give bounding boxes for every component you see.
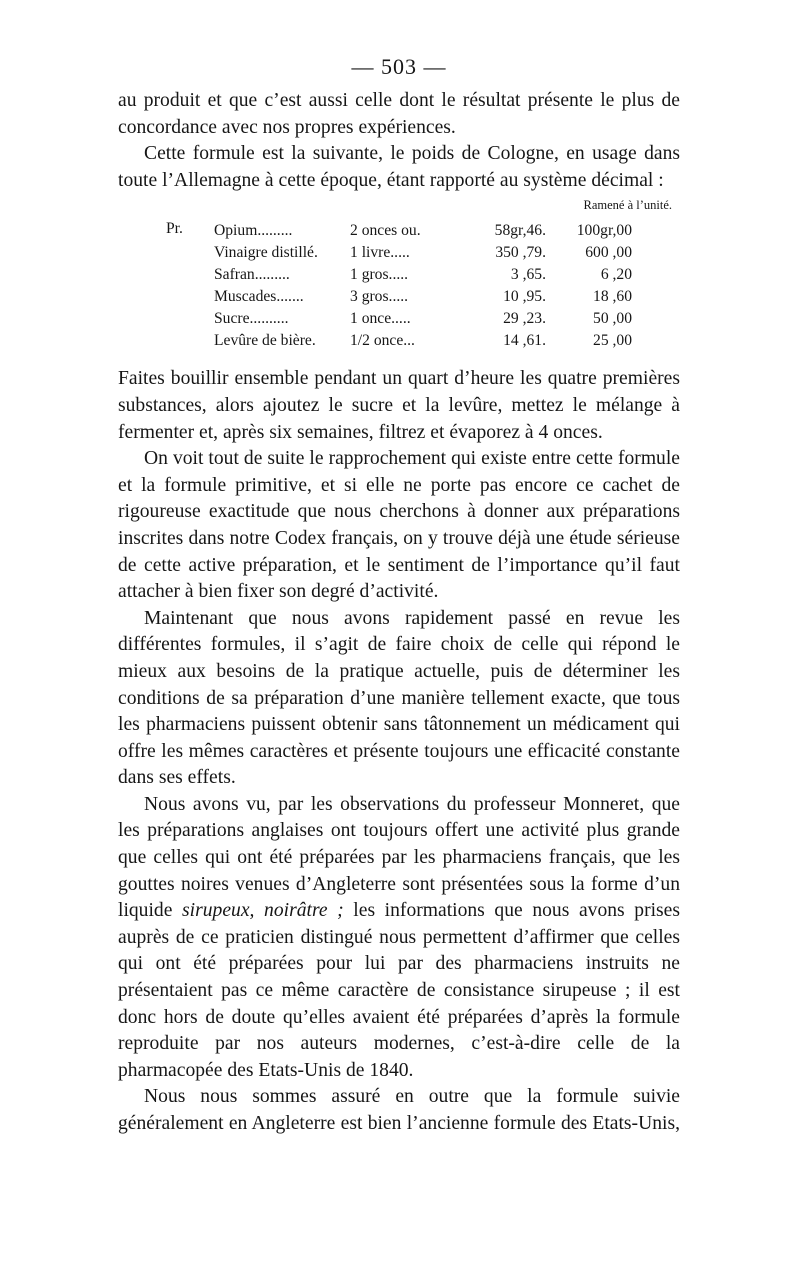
paragraph-7: Nous nous sommes assuré en outre que la formule suivie généralement en Angleterre est bien l’ancienne formule des Etats-Unis, bbox=[118, 1086, 680, 1134]
ingredient-quantity: 1 livre..... bbox=[350, 244, 410, 262]
ingredient-quantity: 3 gros..... bbox=[350, 288, 409, 306]
ingredient-name: Safran......... bbox=[214, 266, 290, 284]
ingredient-metric: 29 ,23. bbox=[503, 310, 546, 328]
ingredient-name: Opium......... bbox=[214, 222, 293, 240]
page-number: — 503 — bbox=[351, 54, 447, 79]
ingredient-quantity: 1 once..... bbox=[350, 310, 411, 328]
ingredient-metric: 10 ,95. bbox=[503, 288, 546, 306]
ingredient-metric: 14 ,61. bbox=[503, 332, 546, 350]
recipe-row bbox=[118, 308, 680, 330]
ingredient-quantity: 1/2 once... bbox=[350, 332, 415, 350]
recipe-table bbox=[118, 196, 680, 360]
paragraph-5: Maintenant que nous avons rapidement passé en revue les différentes formules, il s’agit de faire choix de celle qui répond le mieux aux besoins de la pratique actuelle, puis de déterminer les conditions de sa préparation d’une manière tellement exacte, que tous les pharmaciens puissent obtenir sans tâtonnement un médicament qui offre les mêmes caractères et présente toujours une efficacité constante dans ses effets. bbox=[118, 607, 680, 789]
recipe-row bbox=[118, 220, 680, 242]
ingredient-name: Sucre.......... bbox=[214, 310, 289, 328]
ingredient-name: Muscades....... bbox=[214, 288, 304, 306]
recipe-row bbox=[118, 264, 680, 286]
paragraph-6-text-a: Nous avons vu, par les observations du professeur Monneret, que les préparations anglaises ont toujours offert une activité plus grande que celles qui ont été préparées par les pharmaciens français, que les gouttes noires venues d’Angleterre sont présentées sous la forme d’un liquide bbox=[118, 793, 680, 922]
paragraph-6-text-b: les informations que nous avons prises auprès de ce praticien distingué nous permettent d’affirmer que celles qui ont été préparées pour lui par des pharmaciens instruits ne présentaient pas ce même caractère de consistance sirupeuse ; il est donc hors de doute qu’elles avaient été préparées d’après la formule reproduite par nos auteurs modernes, c’est-à-dire celle de la pharmacopée des Etats-Unis de 1840. bbox=[118, 900, 680, 1081]
ingredient-name: Levûre de bière. bbox=[214, 332, 316, 350]
recipe-caption: Ramené à l’unité. bbox=[583, 198, 672, 213]
ingredient-metric: 3 ,65. bbox=[510, 266, 546, 284]
ingredient-metric: 58gr,46. bbox=[494, 222, 546, 240]
ingredient-unit: 600 ,00 bbox=[585, 244, 632, 262]
recipe-prefix: Pr. bbox=[166, 220, 183, 238]
paragraph-2: Cette formule est la suivante, le poids de Cologne, en usage dans toute l’Allemagne à cette époque, étant rapporté au système décimal : bbox=[118, 143, 680, 191]
paragraph-1: au produit et que c’est aussi celle dont le résultat présente le plus de concordance avec nos propres expériences. bbox=[118, 90, 680, 138]
ingredient-metric: 350 ,79. bbox=[495, 244, 546, 262]
paragraph-3: Faites bouillir ensemble pendant un quart d’heure les quatre premières substances, alors ajoutez le sucre et la levûre, mettez le mélange à fermenter et, après six semaines, filtrez et évaporez à 4 onces. bbox=[118, 368, 680, 443]
ingredient-unit: 100gr,00 bbox=[576, 222, 632, 240]
recipe-row bbox=[118, 330, 680, 352]
paragraph-4: On voit tout de suite le rapprochement qui existe entre cette formule et la formule primitive, et si elle ne porte pas encore ce cachet de rigoureuse exactitude que nous cherchons à donner aux préparations inscrites dans notre Codex français, on y trouve déjà une étude sérieuse de cette active préparation, et le sentiment de l’importance qu’il faut attacher à bien fixer son degré d’activité. bbox=[118, 448, 680, 603]
ingredient-quantity: 1 gros..... bbox=[350, 266, 409, 284]
ingredient-unit: 18 ,60 bbox=[593, 288, 632, 306]
paragraph-6 bbox=[118, 792, 680, 1085]
ingredient-name: Vinaigre distillé. bbox=[214, 244, 318, 262]
recipe-row bbox=[118, 242, 680, 264]
paragraph-6-italic: sirupeux, noirâtre ; bbox=[182, 900, 344, 922]
ingredient-unit: 50 ,00 bbox=[593, 310, 632, 328]
ingredient-quantity: 2 onces ou. bbox=[350, 222, 421, 240]
recipe-row bbox=[118, 286, 680, 308]
ingredient-unit: 6 ,20 bbox=[600, 266, 632, 284]
book-page bbox=[118, 52, 680, 1138]
ingredient-unit: 25 ,00 bbox=[593, 332, 632, 350]
